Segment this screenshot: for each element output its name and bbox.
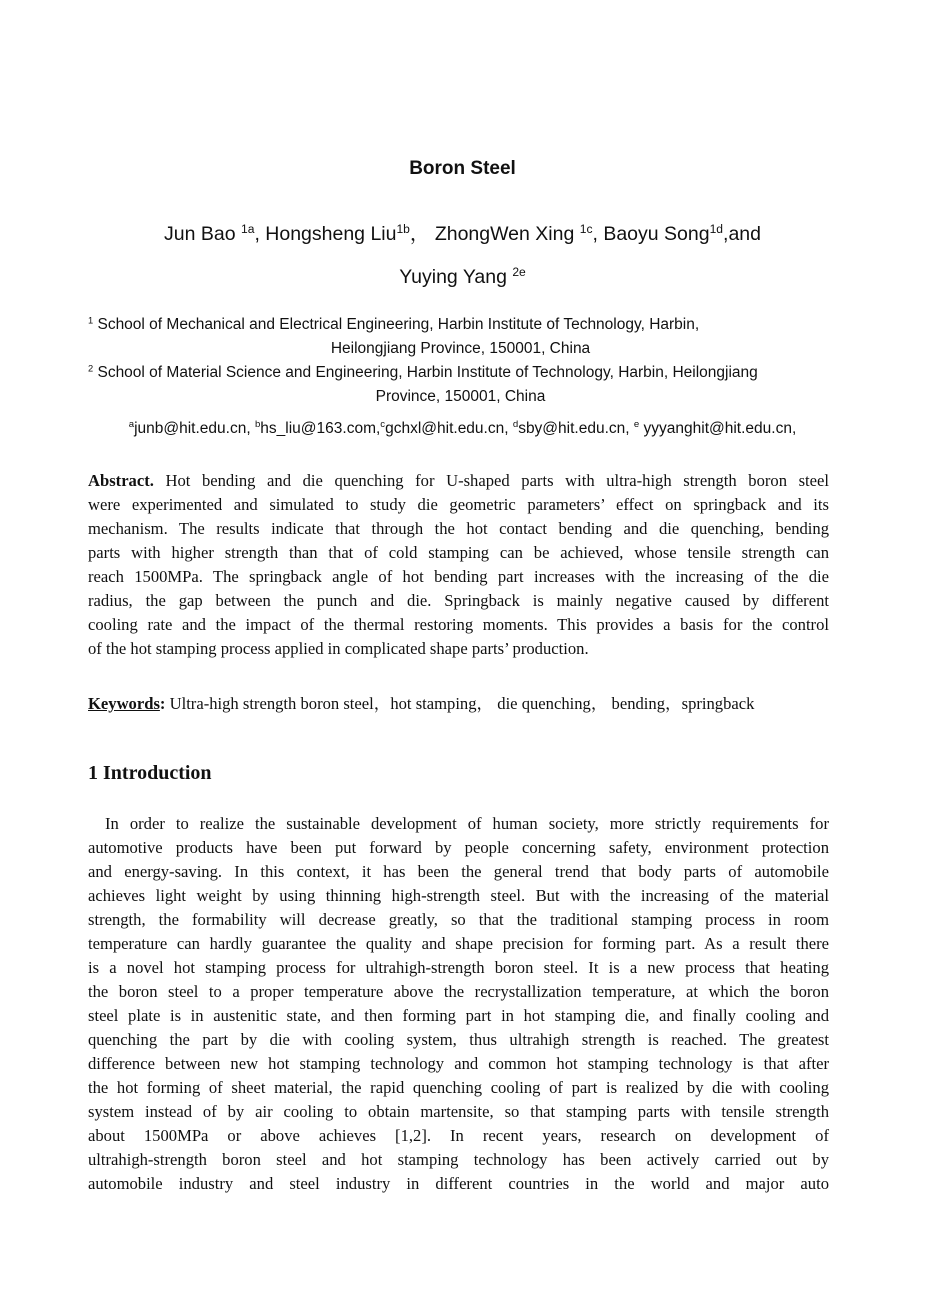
author-affil-sup: 1c [579,221,593,236]
affiliation-text: Province, 150001, China [375,388,546,405]
email-sup: b [254,419,261,431]
author-name: Yuying Yang [399,266,513,288]
affiliation-text: School of Material Science and Engineering, Harbin Institute of Technology, Harbin, Heilongjiang [93,364,758,381]
email-address: sby@hit.edu.cn, [518,420,634,437]
author-affil-sup: 1d [709,221,724,236]
keywords-label: Keywords [88,694,160,713]
body-line: strength, the formability will decrease greatly, so that the traditional stamping process in room [88,910,829,929]
abstract-line: parts with higher strength than that of cold stamping can be achieved, whose tensile strength can [88,543,829,562]
abstract-line: mechanism. The results indicate that through the hot contact bending and die quenching, bending [88,519,829,538]
affiliation-text: School of Mechanical and Electrical Engineering, Harbin Institute of Technology, Harbin, [93,316,700,333]
abstract-line: reach 1500MPa. The springback angle of hot bending part increases with the increasing of the die [88,567,829,586]
abstract [88,469,829,661]
email-sup: c [380,419,386,431]
author-name: , Baoyu Song [592,223,710,245]
body-line: steel plate is in austenitic state, and then forming part in hot stamping die, and finally cooling and [88,1006,829,1025]
author-affil-sup: 1a [241,221,255,236]
body-line: difference between new hot stamping technology and common hot stamping technology is that after [88,1054,829,1073]
abstract-line: were experimented and simulated to study die geometric parameters’ effect on springback and its [88,495,829,514]
email-address: hs_liu@163.com, [260,420,381,437]
affiliation-number: 2 [88,363,94,374]
section-heading: 1 Introduction [88,762,212,784]
body-line: system instead of by air cooling to obtain martensite, so that stamping parts with tensile strength [88,1102,829,1121]
body-line: the boron steel to a proper temperature above the recrystallization temperature, at which the boron [88,982,829,1001]
body-line: quenching the part by die with cooling system, thus ultrahigh strength is reached. The greatest [88,1030,829,1049]
body-line: about 1500MPa or above achieves [1,2]. In recent years, research on development of [88,1126,829,1145]
author-name: , Hongsheng Liu [254,223,397,245]
body-line: ultrahigh-strength boron steel and hot stamping technology has been actively carried out by [88,1150,829,1169]
introduction-body [88,812,829,1196]
abstract-line: cooling rate and the impact of the thermal restoring moments. This provides a basis for the control [88,615,829,634]
author-list-line-2 [0,266,925,289]
affiliation-number: 1 [88,315,94,326]
author-name: Jun Bao [164,223,241,245]
body-line: automotive products have been put forward by people concerning safety, environment protection [88,838,829,857]
abstract-line: of the hot stamping process applied in complicated shape parts’ production. [88,639,589,658]
email-sup: a [128,419,135,431]
paper-title: Boron Steel [409,158,516,179]
body-line: temperature can hardly guarantee the quality and shape precision for forming part. As a result there [88,934,829,953]
body-line: the hot forming of sheet material, the rapid quenching cooling of part is realized by die with cooling [88,1078,829,1097]
email-address: junb@hit.edu.cn, [134,420,255,437]
author-affil-sup: 2e [512,264,526,279]
author-conjunction: ,and [723,223,761,245]
body-line: automobile industry and steel industry in different countries in the world and major auto [88,1174,829,1193]
keywords: Keywords: Ultra-high strength boron steel，hot stamping， die quenching， bending，springback [88,694,755,713]
body-line: In order to realize the sustainable development of human society, more strictly requirements for [105,814,829,833]
abstract-label: Abstract. [88,471,154,490]
affiliation-text: Heilongjiang Province, 150001, China [330,340,591,357]
author-emails [0,420,925,438]
body-line: is a novel hot stamping process for ultrahigh-strength boron steel. It is a new process that heating [88,958,829,977]
keywords-text: Ultra-high strength boron steel，hot stamping， die quenching， bending，springback [169,694,755,713]
author-list-line-1 [0,218,925,246]
author-affil-sup: 1b [396,221,410,236]
email-sup: e [633,419,640,431]
email-sup: d [512,419,519,431]
email-address: yyyanghit@hit.edu.cn, [639,420,797,437]
affiliation-1 [88,313,833,361]
affiliation-2 [88,361,833,409]
author-name: ， ZhongWen Xing [409,223,580,245]
abstract-line: Abstract. Hot bending and die quenching for U-shaped parts with ultra-high strength boron steel [88,471,829,490]
abstract-line: radius, the gap between the punch and die. Springback is mainly negative caused by different [88,591,829,610]
email-address: gchxl@hit.edu.cn, [385,420,513,437]
body-line: and energy-saving. In this context, it has been the general trend that body parts of automobile [88,862,829,881]
body-line: achieves light weight by using thinning high-strength steel. But with the increasing of the material [88,886,829,905]
